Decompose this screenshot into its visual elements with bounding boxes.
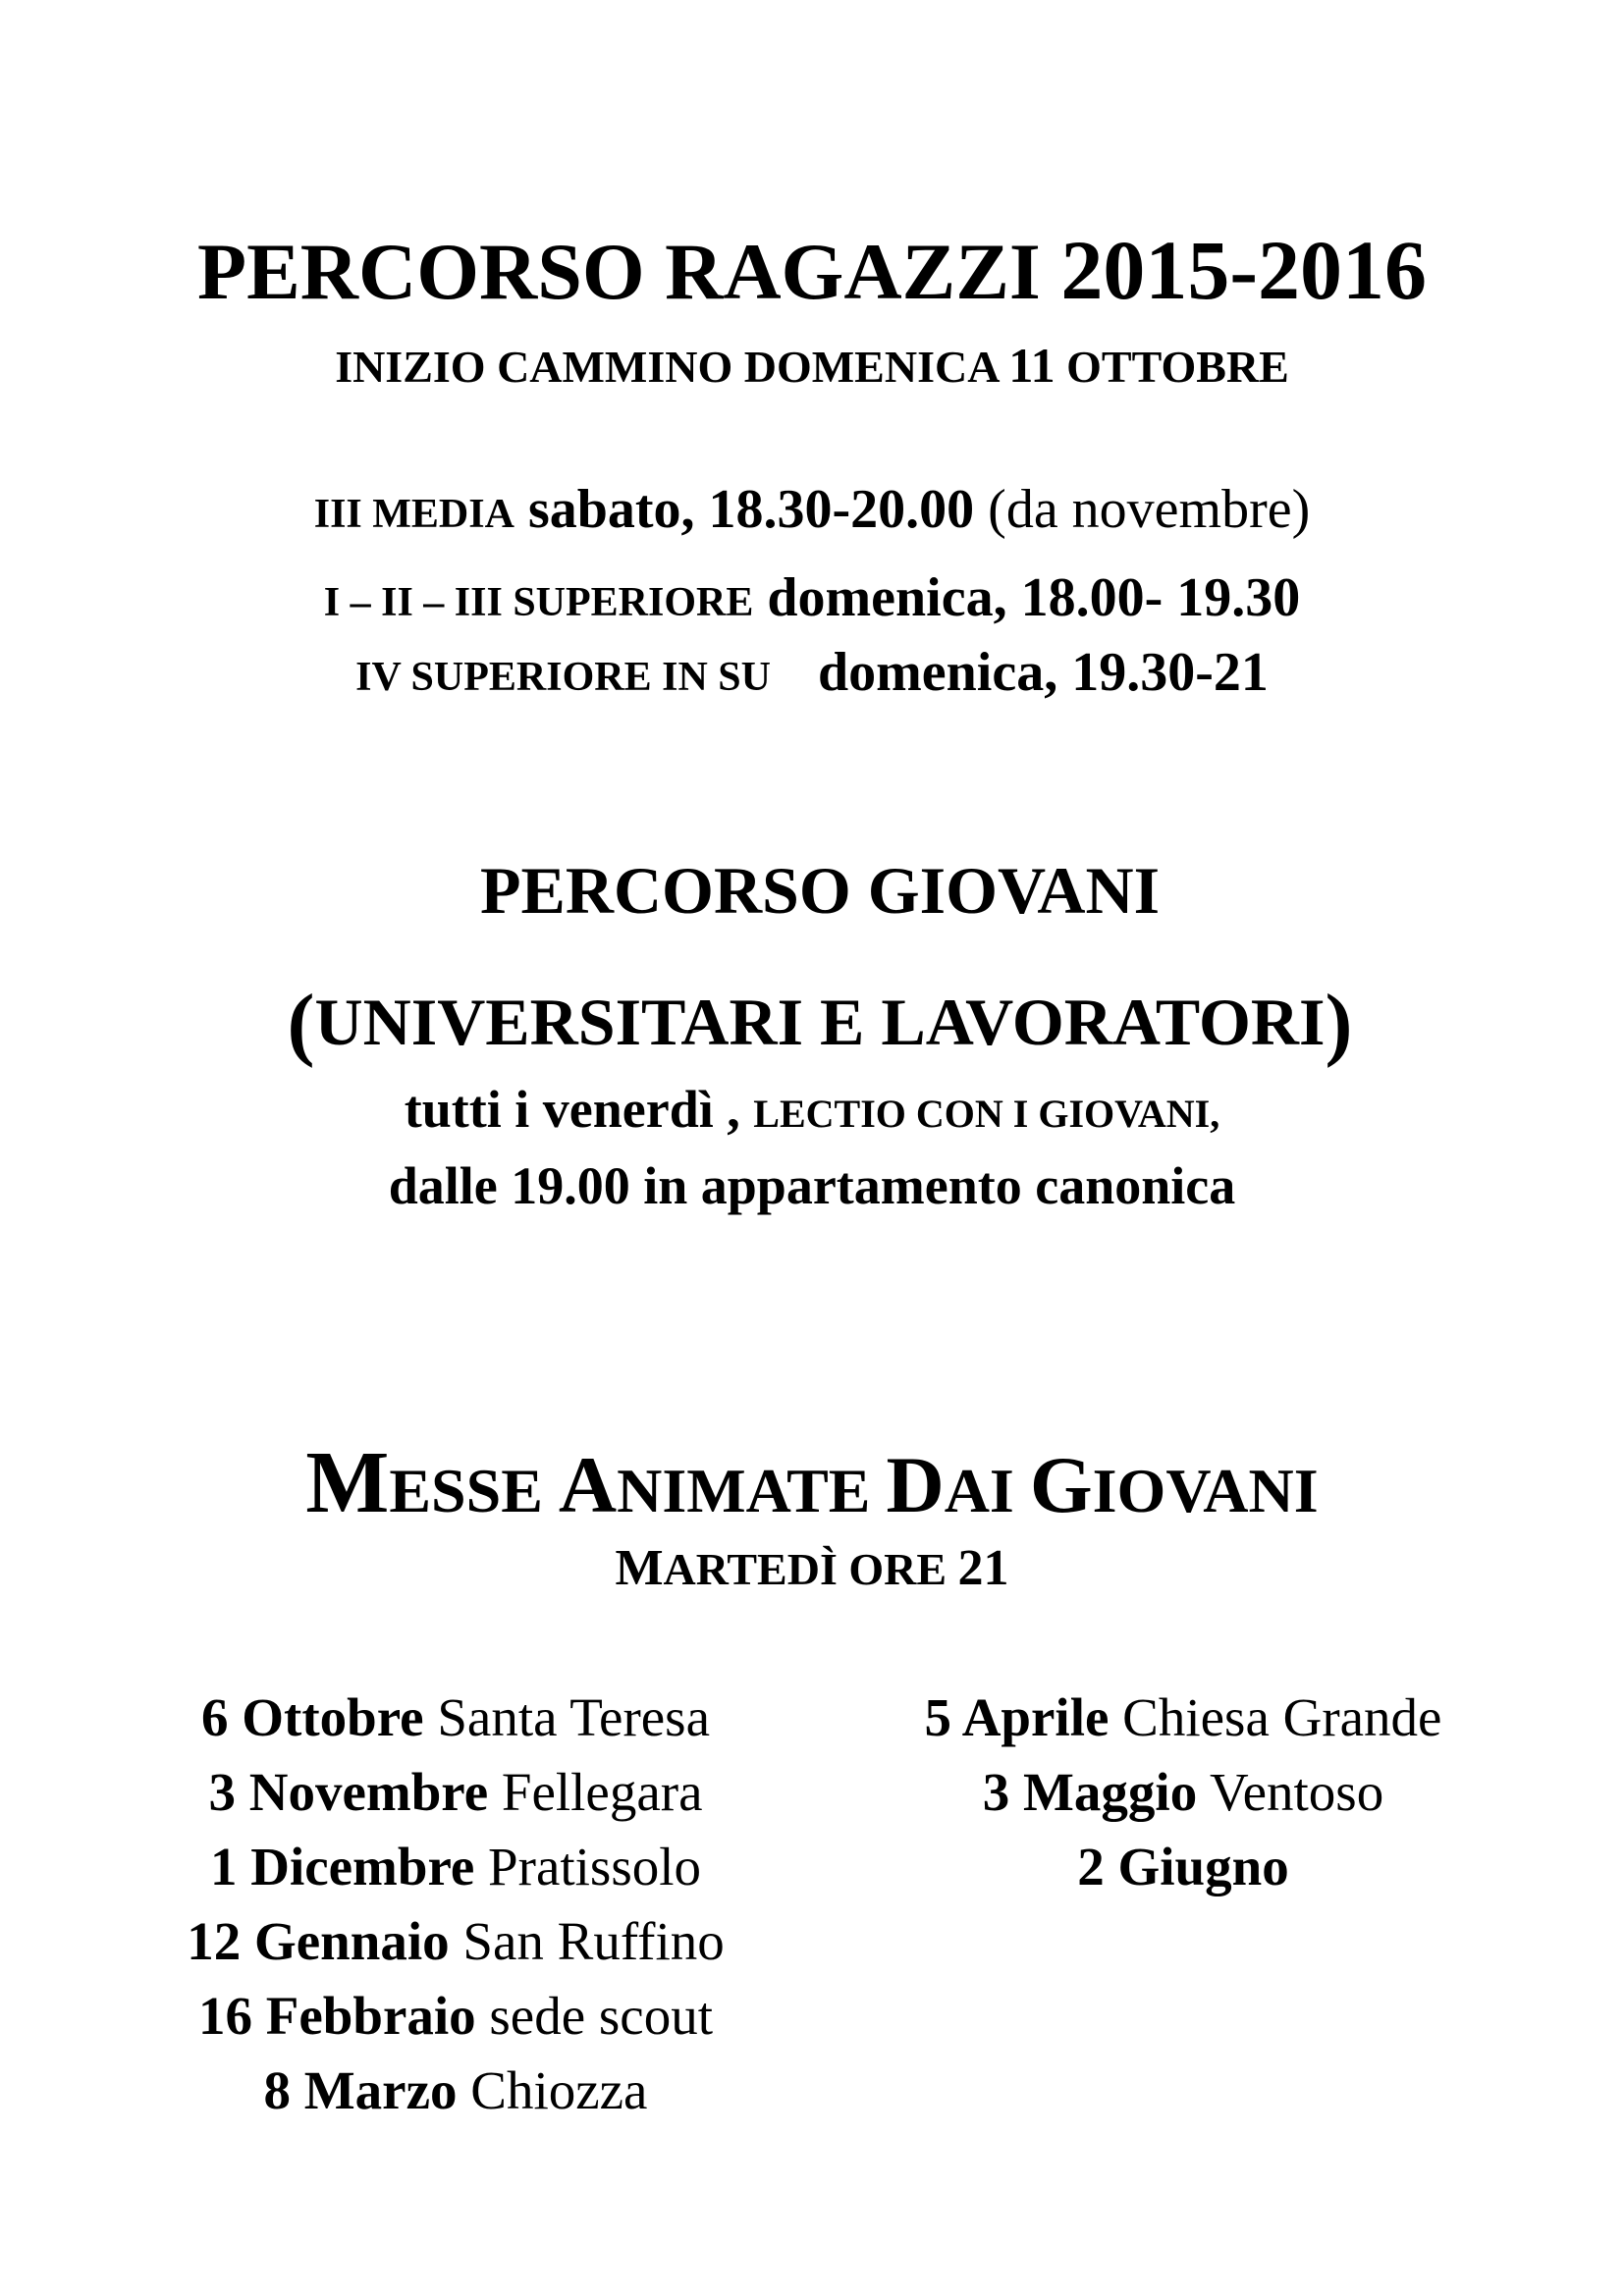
dates-right-column bbox=[839, 1687, 1527, 1914]
mass-date-item bbox=[839, 1837, 1527, 1914]
start-day: 11 bbox=[1008, 338, 1056, 393]
schedule-group: IV SUPERIORE IN SU bbox=[355, 655, 771, 700]
giovani-subtitle bbox=[8, 977, 1624, 1069]
mass-place: San Ruffino bbox=[462, 1911, 725, 1971]
schedule-time: domenica, 18.00- 19.30 bbox=[767, 567, 1301, 628]
messe-title-part: NIMATE bbox=[617, 1456, 887, 1525]
mass-date: 12 Gennaio bbox=[187, 1911, 450, 1971]
giovani-title: PERCORSO GIOVANI bbox=[479, 853, 1161, 928]
mass-place: Fellegara bbox=[501, 1762, 703, 1822]
paren-open: ( bbox=[287, 978, 315, 1069]
start-label: INIZIO CAMMINO DOMENICA bbox=[335, 342, 998, 392]
messe-title-a: A bbox=[558, 1440, 618, 1529]
schedule-group: I – II – III SUPERIORE bbox=[323, 580, 754, 625]
mass-date-item bbox=[112, 1911, 799, 1989]
mass-date: 16 Febbraio bbox=[198, 1986, 476, 2046]
messe-title-g: G bbox=[1029, 1440, 1093, 1529]
mass-date-item bbox=[112, 1986, 799, 2063]
messe-subtitle-m: M bbox=[615, 1540, 664, 1596]
mass-date: 1 Dicembre bbox=[209, 1837, 475, 1896]
giovani-lectio: LECTIO CON I GIOVANI, bbox=[753, 1092, 1220, 1136]
mass-place: Chiesa Grande bbox=[1122, 1687, 1442, 1747]
mass-date: 2 Giugno bbox=[1077, 1837, 1289, 1896]
mass-date-item bbox=[112, 1762, 799, 1840]
schedule-time: domenica, 19.30-21 bbox=[817, 642, 1269, 703]
start-line bbox=[0, 338, 1624, 393]
mass-date-item bbox=[839, 1762, 1527, 1840]
schedule-group: III MEDIA bbox=[313, 492, 514, 537]
mass-date: 3 Maggio bbox=[982, 1762, 1198, 1822]
mass-place: sede scout bbox=[489, 1986, 713, 2046]
ragazzi-title bbox=[0, 223, 1624, 317]
mass-place: Santa Teresa bbox=[437, 1687, 710, 1747]
messe-title-part: IOVANI bbox=[1092, 1456, 1319, 1525]
schedule-note: (da novembre) bbox=[988, 479, 1311, 540]
mass-place: Ventoso bbox=[1209, 1762, 1384, 1822]
messe-title-m: M bbox=[305, 1434, 390, 1531]
messe-subtitle-hour: 21 bbox=[957, 1540, 1009, 1596]
giovani-line2: dalle 19.00 in appartamento canonica bbox=[388, 1156, 1236, 1215]
messe-subtitle-part: ARTEDÌ ORE bbox=[663, 1544, 958, 1594]
messe-title-part: AI bbox=[944, 1456, 1030, 1525]
mass-date-item bbox=[112, 2060, 799, 2138]
ragazzi-year: 2015-2016 bbox=[1060, 223, 1427, 317]
messe-title-part: ESSE bbox=[389, 1456, 559, 1525]
mass-place: Chiozza bbox=[470, 2060, 648, 2120]
paren-close: ) bbox=[1325, 978, 1353, 1069]
messe-title-d: D bbox=[886, 1440, 945, 1529]
schedule-time: sabato, 18.30-20.00 bbox=[527, 479, 975, 540]
giovani-line1-pre: tutti i venerdì , bbox=[404, 1080, 740, 1139]
mass-date: 8 Marzo bbox=[263, 2060, 458, 2120]
mass-date: 3 Novembre bbox=[208, 1762, 489, 1822]
mass-date: 5 Aprile bbox=[924, 1687, 1110, 1747]
ragazzi-title-text: PERCORSO RAGAZZI bbox=[197, 227, 1041, 316]
mass-date-item bbox=[112, 1687, 799, 1765]
giovani-subtitle-text: UNIVERSITARI E LAVORATORI bbox=[314, 985, 1326, 1059]
mass-date-item bbox=[112, 1837, 799, 1914]
schedule-row-iv-superiore bbox=[0, 642, 1624, 703]
mass-date-item bbox=[839, 1687, 1527, 1765]
schedule-row-media bbox=[0, 479, 1624, 540]
messe-subtitle bbox=[0, 1540, 1624, 1596]
mass-date: 6 Ottobre bbox=[200, 1687, 424, 1747]
giovani-line1 bbox=[0, 1080, 1624, 1139]
start-month: OTTOBRE bbox=[1066, 342, 1289, 392]
messe-title bbox=[0, 1434, 1624, 1531]
dates-left-column bbox=[112, 1687, 799, 2138]
schedule-row-superiore bbox=[0, 567, 1624, 628]
mass-place: Pratissolo bbox=[488, 1837, 702, 1896]
